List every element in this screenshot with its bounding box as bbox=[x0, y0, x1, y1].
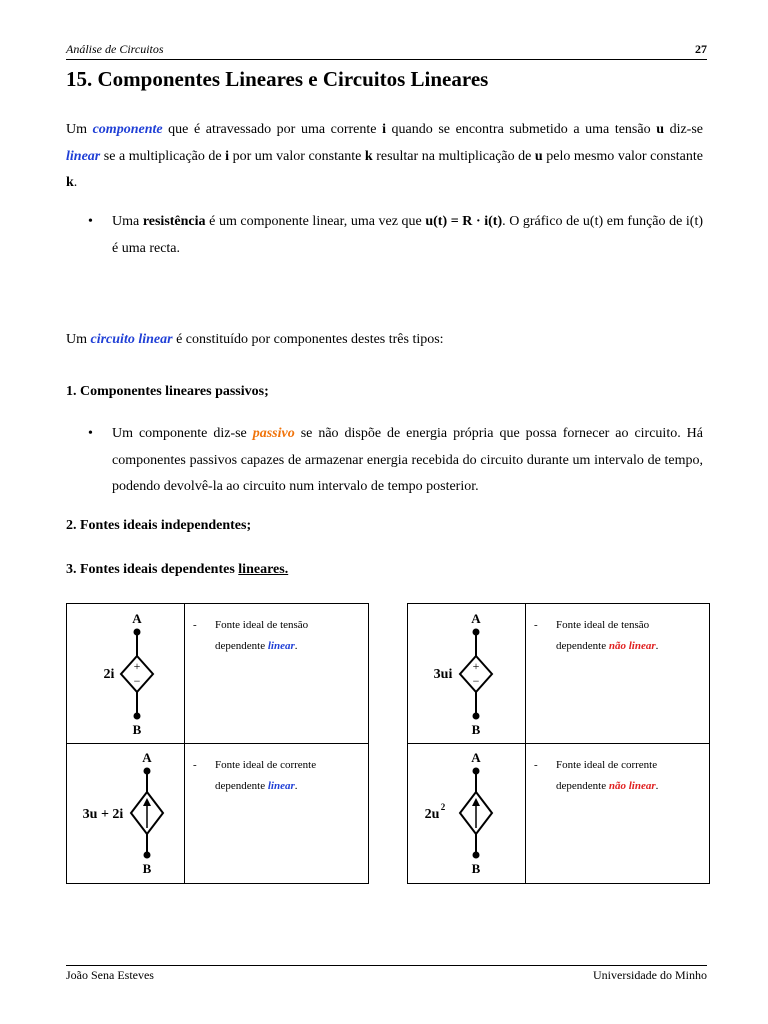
intro-paragraph: Um componente que é atravessado por uma corrente i quando se encontra submetido a uma tensão u diz-se linear se a multiplicação de i por um valor constante k resultar na multiplicação de u pelo mesmo valor constante k. bbox=[66, 122, 704, 190]
table-row bbox=[67, 604, 369, 744]
nonlinear-tag: não linear bbox=[608, 780, 656, 792]
table-row bbox=[67, 744, 369, 884]
symbol-cell bbox=[408, 604, 526, 744]
description-cell: - Fonte ideal de tensão dependente linear. bbox=[185, 604, 369, 744]
list-item-3: 3. Fontes ideais dependentes lineares. bbox=[66, 562, 289, 577]
current-source-symbol bbox=[408, 744, 525, 883]
section-title: 15. Componentes Lineares e Circuitos Lineares bbox=[66, 67, 489, 91]
source-value-exponent: 2 bbox=[440, 802, 446, 812]
node-b-label: B bbox=[471, 722, 481, 737]
linear-sources-table bbox=[66, 603, 369, 884]
voltage-source-symbol bbox=[67, 604, 184, 743]
resistance-bullet: Uma resistência é um componente linear, uma vez que u(t) = R · i(t). O gráfico de u(t) em função de i(t) é uma recta. bbox=[112, 214, 704, 256]
node-b-label: B bbox=[132, 722, 142, 737]
page-header bbox=[66, 41, 707, 60]
linear-tag: linear bbox=[267, 640, 295, 652]
list-item-1: 1. Componentes lineares passivos; bbox=[66, 384, 269, 399]
linear-tag: linear bbox=[267, 780, 295, 792]
symbol-cell bbox=[408, 744, 526, 884]
source-value: 2i bbox=[103, 667, 115, 682]
current-source-symbol bbox=[67, 744, 184, 883]
node-a-label: A bbox=[132, 611, 142, 626]
footer-institution: Universidade do Minho bbox=[593, 968, 707, 982]
term-passivo: passivo bbox=[252, 426, 295, 441]
passive-bullet: Um componente diz-se passivo se não dispõe de energia própria que possa fornecer ao circuito. Há componentes passivos capazes de armazenar energia recebida do circuito durante um intervalo de tempo, podendo devolvê-la ao circuito num intervalo de tempo posterior. bbox=[112, 426, 703, 494]
bullet-icon: • bbox=[88, 214, 93, 229]
table-row bbox=[408, 604, 710, 744]
page-number: 27 bbox=[695, 42, 707, 56]
source-value: 3u + 2i bbox=[82, 807, 124, 822]
symbol-cell bbox=[67, 744, 185, 884]
term-componente: componente bbox=[92, 122, 163, 137]
list-item-2: 2. Fontes ideais independentes; bbox=[66, 518, 252, 533]
bullet-icon: • bbox=[88, 426, 93, 441]
footer-author: João Sena Esteves bbox=[66, 968, 154, 982]
node-b-label: B bbox=[471, 861, 481, 876]
voltage-source-symbol bbox=[408, 604, 525, 743]
minus-sign: − bbox=[133, 674, 141, 688]
plus-sign: + bbox=[133, 659, 141, 673]
ohm-law-equation: u(t) = R · i(t) bbox=[425, 214, 503, 229]
term-linear: linear bbox=[66, 148, 101, 164]
source-description: Fonte ideal de tensão bbox=[215, 619, 309, 631]
page-footer bbox=[66, 965, 707, 986]
description-cell: - Fonte ideal de corrente dependente não linear. bbox=[526, 744, 710, 884]
description-cell: - Fonte ideal de tensão dependente não linear. bbox=[526, 604, 710, 744]
source-value: 3ui bbox=[433, 667, 453, 682]
symbol-cell bbox=[67, 604, 185, 744]
minus-sign: − bbox=[472, 674, 480, 688]
plus-sign: + bbox=[472, 659, 480, 673]
source-description: Fonte ideal de corrente bbox=[215, 759, 317, 771]
node-a-label: A bbox=[471, 611, 481, 626]
term-circuito-linear: circuito linear bbox=[90, 332, 173, 347]
source-description: Fonte ideal de tensão bbox=[556, 619, 650, 631]
node-a-label: A bbox=[142, 750, 152, 765]
nonlinear-tag: não linear bbox=[608, 640, 656, 652]
source-description: Fonte ideal de corrente bbox=[556, 759, 658, 771]
node-a-label: A bbox=[471, 750, 481, 765]
description-cell: - Fonte ideal de corrente dependente linear. bbox=[185, 744, 369, 884]
table-row bbox=[408, 744, 710, 884]
header-title: Análise de Circuitos bbox=[66, 42, 164, 56]
nonlinear-sources-table bbox=[407, 603, 710, 884]
source-value: 2u bbox=[424, 807, 440, 822]
circuit-paragraph: Um circuito linear é constituído por componentes destes três tipos: bbox=[66, 332, 444, 347]
node-b-label: B bbox=[142, 861, 152, 876]
